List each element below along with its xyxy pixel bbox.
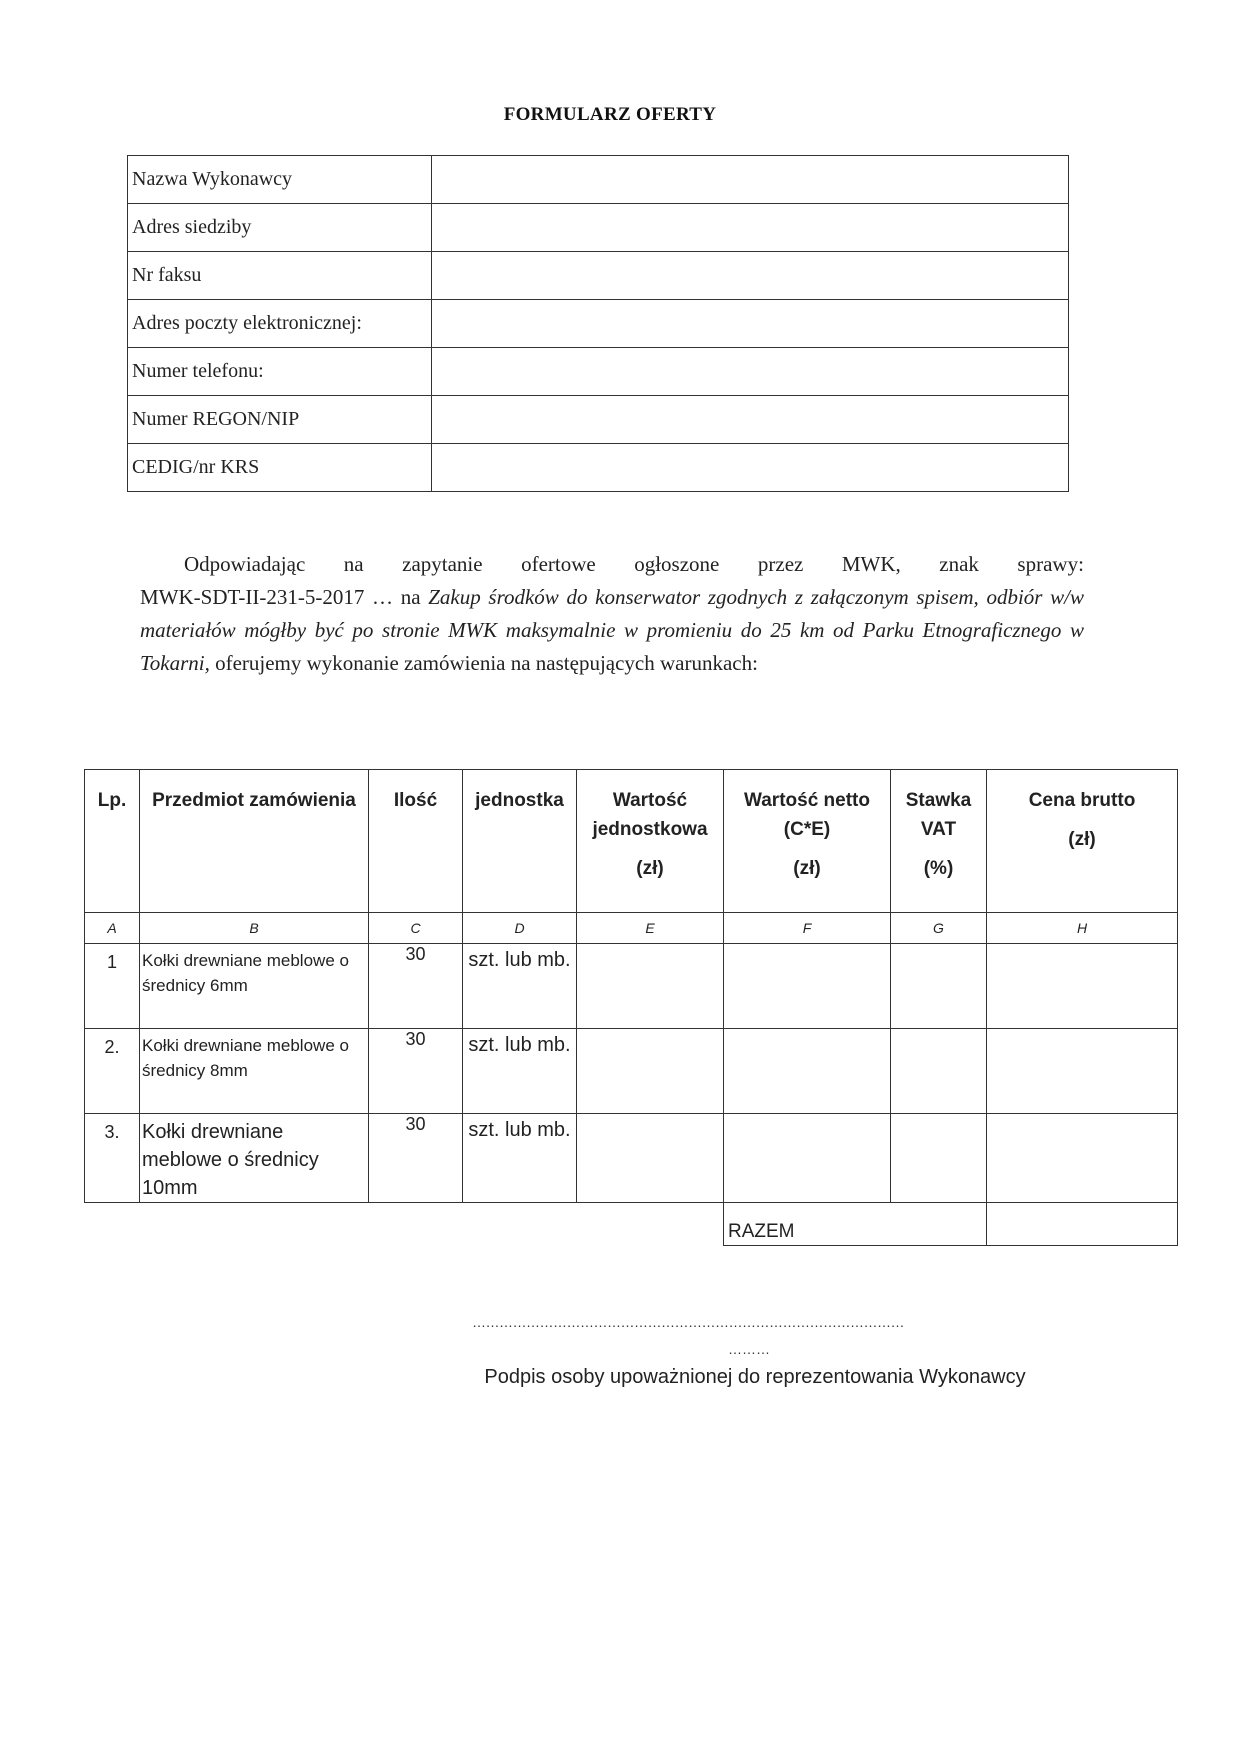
contractor-row xyxy=(128,300,1069,348)
contractor-field-label: Numer REGON/NIP xyxy=(128,396,432,444)
case-reference: MWK-SDT-II-231-5-2017 … na xyxy=(140,585,429,609)
intro-word: ofertowe xyxy=(521,552,596,576)
offer-table xyxy=(84,769,1178,1246)
column-letter: E xyxy=(577,913,724,944)
header-unit-price: Wartość jednostkowa (zł) xyxy=(577,770,724,913)
row-lp: 2. xyxy=(85,1029,140,1114)
contractor-field-label: CEDIG/nr KRS xyxy=(128,444,432,492)
contractor-field-value[interactable] xyxy=(432,300,1069,348)
contractor-row xyxy=(128,444,1069,492)
contractor-info-table xyxy=(127,155,1069,492)
row-unit: szt. lub mb. xyxy=(463,1114,577,1203)
row-unit: szt. lub mb. xyxy=(463,1029,577,1114)
column-letter: H xyxy=(987,913,1178,944)
header-unit-label: (zł) xyxy=(1068,829,1096,850)
column-letters-row xyxy=(85,913,1178,944)
contractor-field-value[interactable] xyxy=(432,156,1069,204)
header-unit: jednostka xyxy=(463,770,577,913)
row-vat-rate[interactable] xyxy=(891,1114,987,1203)
contractor-field-value[interactable] xyxy=(432,396,1069,444)
contractor-row xyxy=(128,396,1069,444)
header-lp: Lp. xyxy=(85,770,140,913)
column-letter: A xyxy=(85,913,140,944)
row-unit-price[interactable] xyxy=(577,1029,724,1114)
signature-line-continuation: ……… xyxy=(728,1341,770,1357)
contractor-field-label: Adres poczty elektronicznej: xyxy=(128,300,432,348)
row-item: Kołki drewniane meblowe o średnicy 6mm xyxy=(140,944,369,1029)
header-vat-rate: Stawka VAT (%) xyxy=(891,770,987,913)
header-net-value: Wartość netto (C*E) (zł) xyxy=(724,770,891,913)
order-subject: Zakup środków do konserwator zgodnych z załączonym spisem, odbiór w/w materiałów mógłby być po stronie MWK maksymalnie w promieniu do 25 km od Parku Etnograficznego w Tokarni, xyxy=(140,585,1084,675)
row-vat-rate[interactable] xyxy=(891,944,987,1029)
table-row xyxy=(85,1114,1178,1203)
contractor-field-value[interactable] xyxy=(432,204,1069,252)
contractor-row xyxy=(128,252,1069,300)
signature-caption: Podpis osoby upoważnionej do reprezentowania Wykonawcy xyxy=(484,1366,1026,1388)
contractor-row xyxy=(128,204,1069,252)
row-item: Kołki drewniane meblowe o średnicy 10mm xyxy=(140,1114,369,1203)
row-unit-price[interactable] xyxy=(577,944,724,1029)
header-gross-price: Cena brutto (zł) xyxy=(987,770,1178,913)
contractor-field-value[interactable] xyxy=(432,348,1069,396)
signature-line: …………………………………………………………………………………… xyxy=(472,1314,904,1330)
offer-header-row xyxy=(85,770,1178,913)
row-gross-price[interactable] xyxy=(987,944,1178,1029)
row-vat-rate[interactable] xyxy=(891,1029,987,1114)
row-net-value[interactable] xyxy=(724,1029,891,1114)
row-qty: 30 xyxy=(369,1029,463,1114)
table-row xyxy=(85,944,1178,1029)
column-letter: F xyxy=(724,913,891,944)
total-row xyxy=(85,1203,1178,1246)
intro-word: przez xyxy=(757,552,804,576)
contractor-field-label: Adres siedziby xyxy=(128,204,432,252)
row-gross-price[interactable] xyxy=(987,1114,1178,1203)
intro-tail: oferujemy wykonanie zamówienia na następujących warunkach: xyxy=(209,651,758,675)
column-letter: C xyxy=(369,913,463,944)
row-net-value[interactable] xyxy=(724,944,891,1029)
column-letter: B xyxy=(140,913,369,944)
intro-word: Odpowiadając xyxy=(184,552,306,576)
contractor-field-label: Nazwa Wykonawcy xyxy=(128,156,432,204)
header-unit-label: (zł) xyxy=(793,858,821,879)
row-lp: 3. xyxy=(85,1114,140,1203)
contractor-field-label: Numer telefonu: xyxy=(128,348,432,396)
table-row xyxy=(85,1029,1178,1114)
column-letter: D xyxy=(463,913,577,944)
total-spacer xyxy=(85,1203,724,1246)
intro-word: ogłoszone xyxy=(634,552,720,576)
intro-first-line xyxy=(140,548,1084,581)
row-item: Kołki drewniane meblowe o średnicy 8mm xyxy=(140,1029,369,1114)
header-qty: Ilość xyxy=(369,770,463,913)
contractor-row xyxy=(128,156,1069,204)
row-gross-price[interactable] xyxy=(987,1029,1178,1114)
row-qty: 30 xyxy=(369,944,463,1029)
intro-word: na xyxy=(343,552,364,576)
total-value[interactable] xyxy=(987,1203,1178,1246)
contractor-field-label: Nr faksu xyxy=(128,252,432,300)
form-title: FORMULARZ OFERTY xyxy=(503,104,717,125)
row-qty: 30 xyxy=(369,1114,463,1203)
header-item: Przedmiot zamówienia xyxy=(140,770,369,913)
row-unit-price[interactable] xyxy=(577,1114,724,1203)
row-unit: szt. lub mb. xyxy=(463,944,577,1029)
intro-word: sprawy: xyxy=(1017,552,1084,576)
contractor-field-value[interactable] xyxy=(432,444,1069,492)
row-net-value[interactable] xyxy=(724,1114,891,1203)
contractor-field-value[interactable] xyxy=(432,252,1069,300)
header-unit-label: (zł) xyxy=(636,858,664,879)
row-lp: 1 xyxy=(85,944,140,1029)
intro-word: znak xyxy=(939,552,979,576)
intro-word: MWK, xyxy=(841,552,901,576)
total-label: RAZEM xyxy=(724,1203,987,1246)
contractor-row xyxy=(128,348,1069,396)
intro-paragraph xyxy=(140,548,1084,680)
column-letter: G xyxy=(891,913,987,944)
intro-word: zapytanie xyxy=(402,552,483,576)
header-unit-label: (%) xyxy=(923,858,954,879)
